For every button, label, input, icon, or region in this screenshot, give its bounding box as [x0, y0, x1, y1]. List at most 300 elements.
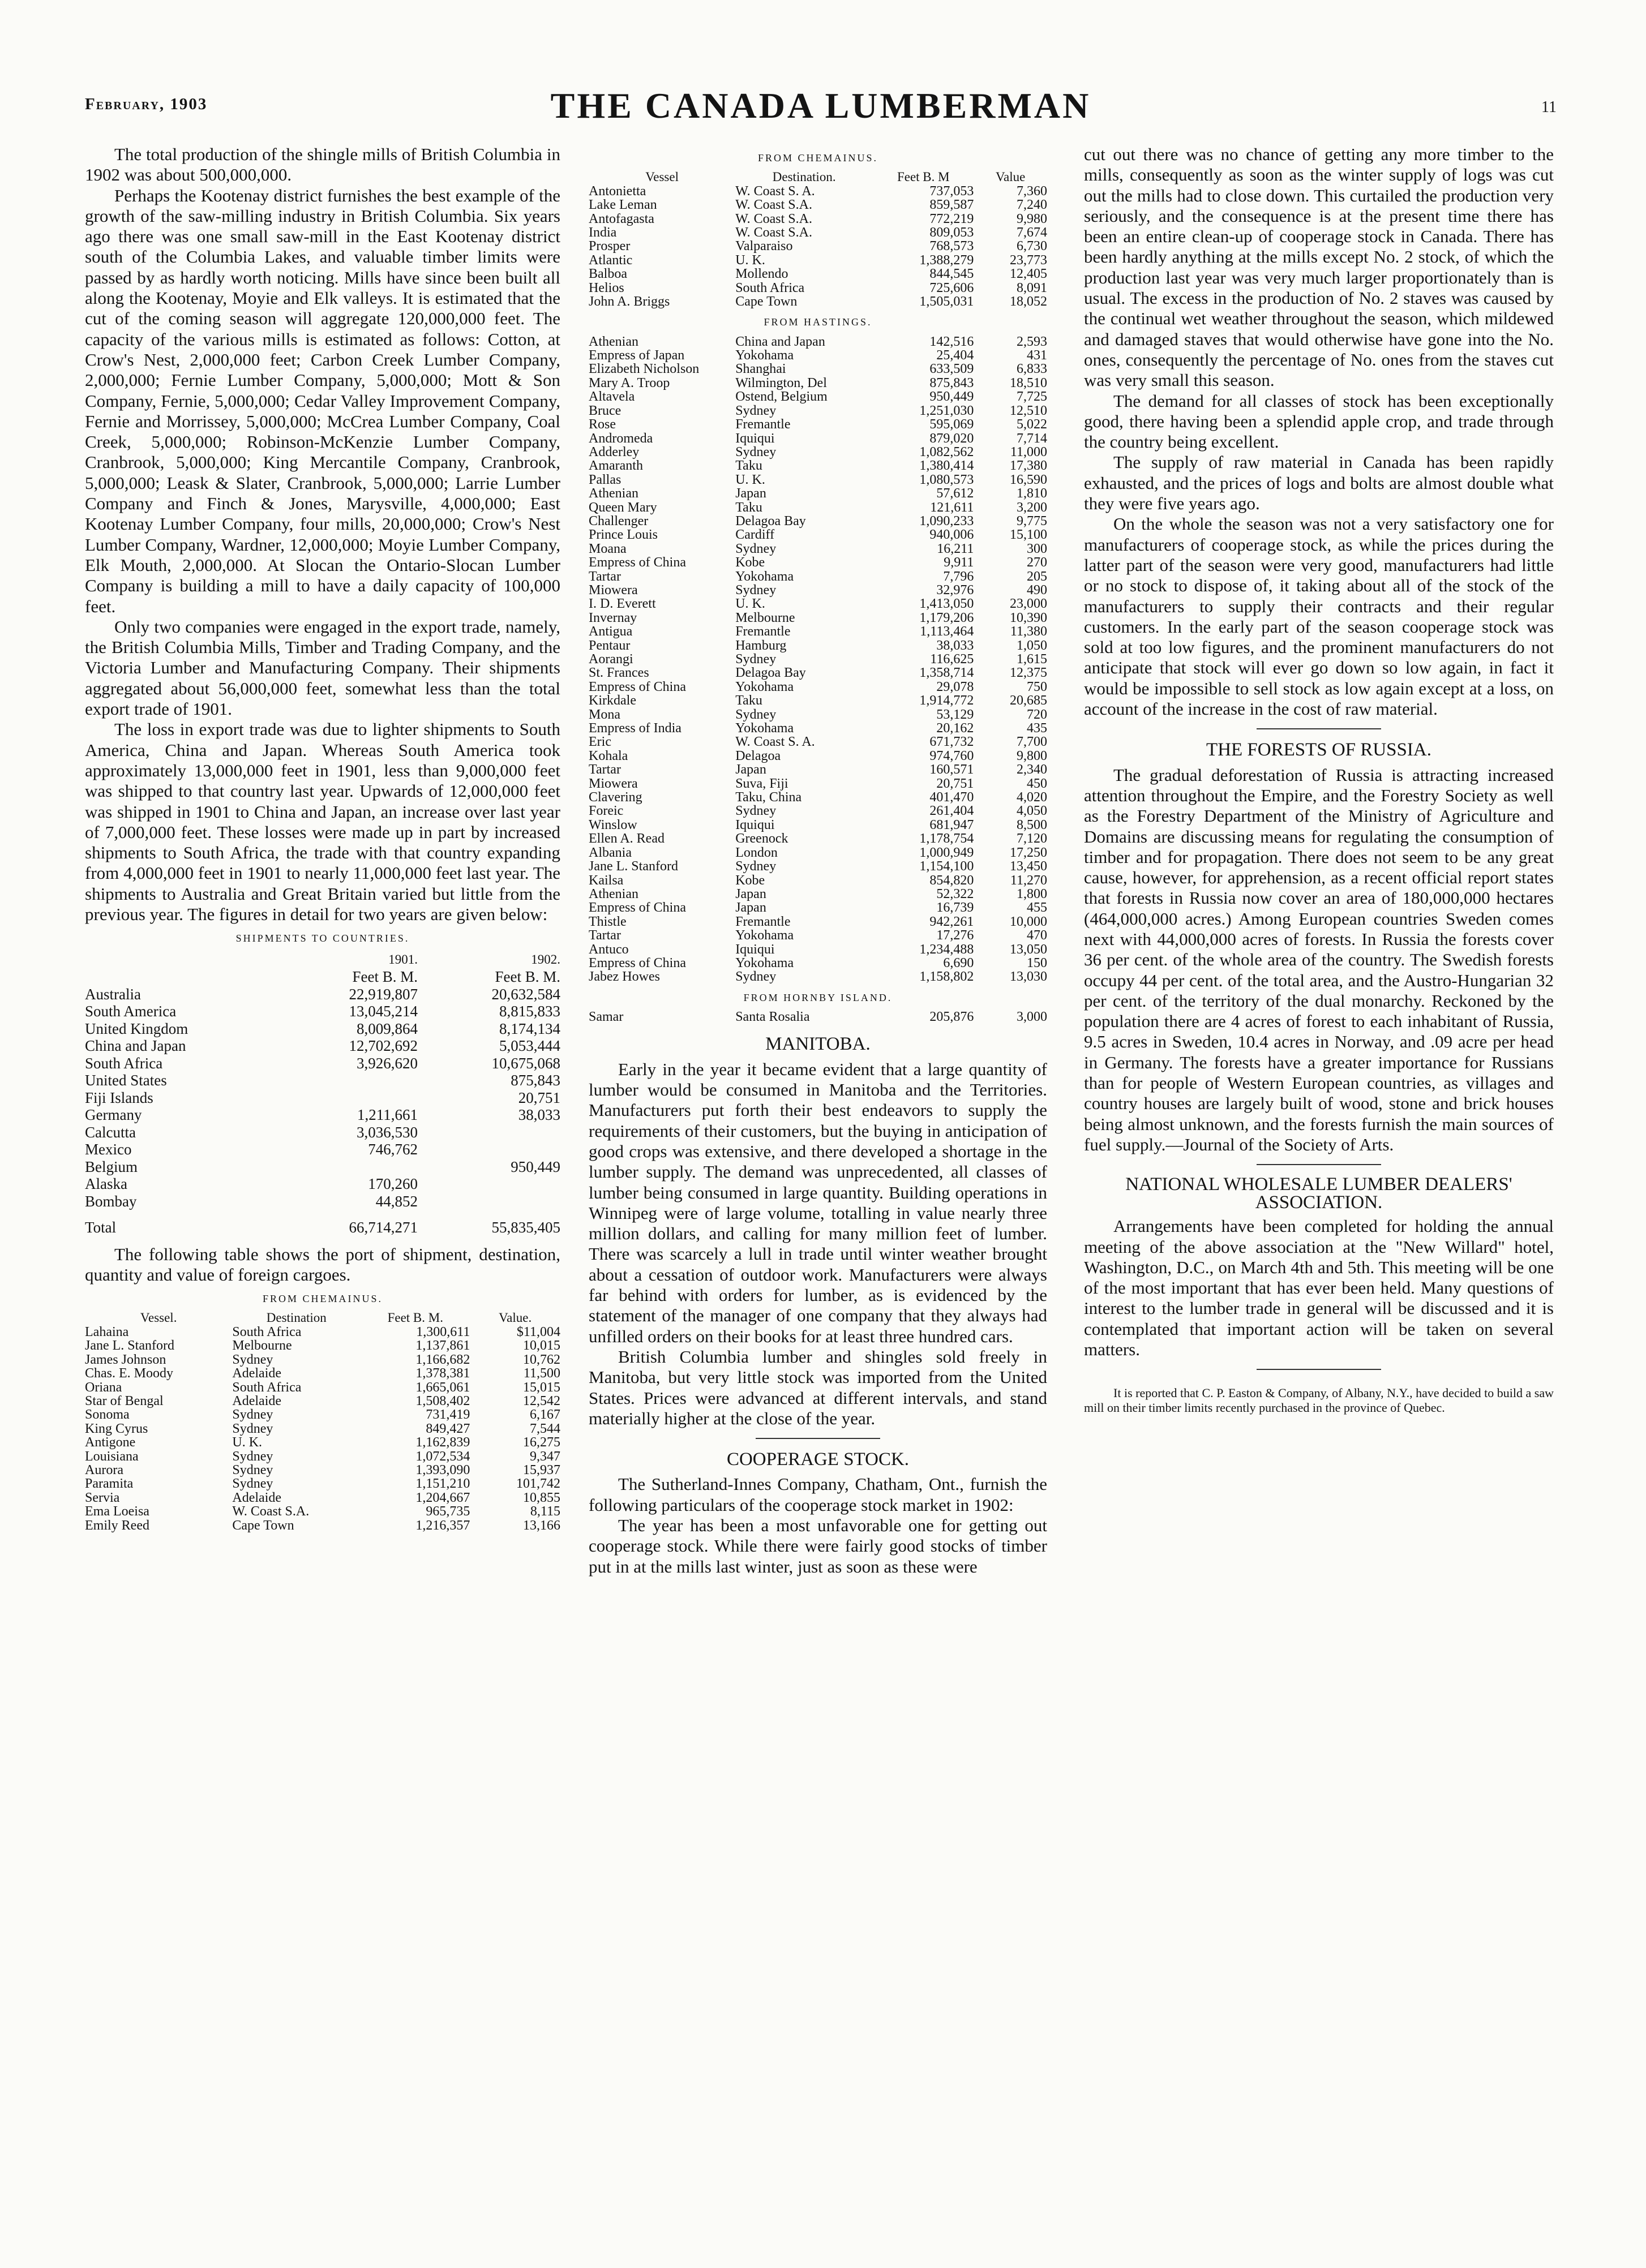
- table-cell: 725,606: [929, 280, 974, 295]
- table-cell: Foreic: [589, 804, 624, 819]
- table-cell: 16,590: [1010, 472, 1047, 487]
- table-row: [589, 226, 1047, 239]
- table-cell: Fremantle: [735, 624, 791, 639]
- table-cell: Tartar: [589, 569, 621, 584]
- table-cell: I. D. Everett: [589, 596, 656, 612]
- table-row: [589, 625, 1047, 638]
- table-cell: Sydney: [735, 403, 777, 418]
- table-cell: Jane L. Stanford: [85, 1338, 174, 1354]
- table-cell: 9,800: [1017, 748, 1047, 763]
- table-cell: King Cyrus: [85, 1421, 148, 1436]
- table-cell: St. Frances: [589, 665, 649, 681]
- table-row: [589, 777, 1047, 791]
- table-row: [589, 528, 1047, 542]
- table-cell: 3,000: [1017, 1010, 1047, 1025]
- table-cell: 5,022: [1017, 417, 1047, 432]
- table-cell: 20,162: [936, 721, 974, 736]
- cargo-table-hornby: [589, 1010, 1047, 1024]
- table-row: [589, 804, 1047, 818]
- table-cell: 8,091: [1017, 280, 1047, 295]
- table-row: [85, 1367, 560, 1380]
- table-cell: 844,545: [929, 267, 974, 282]
- table-row: [589, 694, 1047, 707]
- table-row: [589, 763, 1047, 776]
- table-cell: 101,742: [516, 1476, 560, 1492]
- table-header-cell: Vessel.: [140, 1311, 177, 1325]
- table-cell: 1,158,802: [919, 969, 974, 985]
- table-cell: Japan: [735, 762, 766, 778]
- table-row: [589, 295, 1047, 308]
- table-row: [589, 239, 1047, 253]
- table-cell: Cardiff: [735, 527, 775, 543]
- table-cell: Sydney: [232, 1407, 273, 1423]
- table-cell: 8,115: [530, 1504, 560, 1519]
- table-row: [589, 901, 1047, 914]
- table-row: [85, 1463, 560, 1477]
- table-cell: Sydney: [735, 707, 777, 722]
- table-cell: 300: [1027, 541, 1047, 556]
- table-header-cell: Destination.: [772, 170, 836, 184]
- table-cell: 750: [1027, 679, 1047, 694]
- table-cell: Sydney: [735, 582, 777, 598]
- table-caption: SHIPMENTS TO COUNTRIES.: [235, 933, 410, 944]
- table-cell: Miowera: [589, 582, 638, 598]
- table-cell: Thistle: [589, 914, 627, 929]
- table-cell: 13,450: [1010, 859, 1047, 874]
- table-cell: Mexico: [85, 1141, 132, 1158]
- table-cell: 20,632,584: [491, 985, 560, 1003]
- table-cell: [418, 1175, 560, 1193]
- table-row: [85, 1124, 560, 1141]
- table-row: [589, 735, 1047, 749]
- table-cell: 435: [1027, 721, 1047, 736]
- table-row: [589, 212, 1047, 226]
- table-row: [589, 639, 1047, 652]
- table-row: [589, 721, 1047, 735]
- table-cell: 1,216,357: [415, 1518, 470, 1533]
- table-cell: Tartar: [589, 928, 621, 943]
- table-cell: Delagoa Bay: [735, 665, 806, 681]
- table-cell: United Kingdom: [85, 1020, 188, 1037]
- table-header-row: [589, 170, 1047, 184]
- table-cell: Mona: [589, 707, 620, 722]
- table-cell: Yokohama: [735, 569, 794, 584]
- table-row: [589, 542, 1047, 556]
- table-row: [589, 818, 1047, 832]
- table-row: [589, 376, 1047, 390]
- table-cell: Belgium: [85, 1158, 138, 1175]
- table-cell: 4,020: [1017, 790, 1047, 805]
- paragraph: Arrangements have been completed for holding the annual meeting of the above association at the "New Willard" hotel, Washington, D.C., on March 4th and 5th. This meeting will be one of the most important that has ever been held. Many questions of interest to the lumber trade in general will be discussed and it is contemplated that important action will be taken on several matters.: [1084, 1216, 1554, 1360]
- table-cell: 6,833: [1017, 362, 1047, 377]
- table-row: [589, 281, 1047, 295]
- table-row: [589, 708, 1047, 721]
- table-cell: Australia: [85, 985, 141, 1003]
- table-row: [589, 254, 1047, 267]
- table-cell: 431: [1027, 348, 1047, 363]
- table-cell: 4,050: [1017, 804, 1047, 819]
- table-row: [589, 198, 1047, 212]
- table-cell: Antofagasta: [589, 211, 654, 226]
- table-cell: Ostend, Belgium: [735, 389, 828, 405]
- table-cell: Japan: [735, 900, 766, 916]
- table-cell: 1,162,839: [415, 1435, 470, 1450]
- table-row: [589, 832, 1047, 845]
- table-cell: 1,380,414: [919, 458, 974, 474]
- table-cell: 261,404: [929, 804, 974, 819]
- table-cell: 859,587: [929, 197, 974, 213]
- table-cell: Eric: [589, 734, 611, 750]
- table-row: [589, 597, 1047, 611]
- table-cell: 671,732: [929, 734, 974, 750]
- table-cell: 142,516: [929, 334, 974, 349]
- table-cell: Chas. E. Moody: [85, 1366, 173, 1381]
- table-row: [85, 1072, 560, 1089]
- table-cell: 768,573: [929, 239, 974, 254]
- table-caption: FROM CHEMAINUS.: [757, 152, 878, 164]
- section-heading-manitoba: MANITOBA.: [765, 1034, 871, 1055]
- table-cell: 1,151,210: [415, 1476, 470, 1492]
- table-cell: Balboa: [589, 267, 627, 282]
- table-row: [85, 986, 560, 1003]
- table-cell: 7,240: [1017, 197, 1047, 213]
- table-header-row: [85, 968, 560, 986]
- table-cell: Japan: [735, 886, 766, 901]
- table-caption: FROM CHEMAINUS.: [262, 1293, 383, 1305]
- table-cell: 1,393,090: [415, 1462, 470, 1477]
- table-cell: Taku: [735, 500, 762, 515]
- table-cell: Antigone: [85, 1435, 136, 1450]
- table-cell: Sydney: [232, 1352, 273, 1367]
- table-row: [589, 473, 1047, 487]
- table-row: [589, 929, 1047, 942]
- table-cell: Antigua: [589, 624, 633, 639]
- table-cell: 3,926,620: [357, 1054, 418, 1072]
- table-cell: Feet B. M.: [495, 968, 560, 986]
- masthead-title: THE CANADA LUMBERMAN: [550, 85, 1091, 126]
- table-cell: 17,380: [1010, 458, 1047, 474]
- table-row: [85, 1158, 560, 1176]
- table-cell: Yokohama: [735, 721, 794, 736]
- table-cell: 7,544: [530, 1421, 560, 1436]
- table-cell: 731,419: [426, 1407, 470, 1423]
- table-cell: South Africa: [232, 1324, 302, 1339]
- table-cell: W. Coast S. A.: [735, 734, 815, 750]
- table-row: [589, 874, 1047, 887]
- table-row: [85, 1505, 560, 1518]
- table-row: [589, 570, 1047, 583]
- table-row: [589, 267, 1047, 281]
- shipments-table: [85, 951, 560, 1236]
- table-row: [589, 1010, 1047, 1024]
- table-cell: Albania: [589, 845, 632, 860]
- table-header-cell: Value.: [499, 1311, 532, 1325]
- table-cell: 1,234,488: [919, 942, 974, 957]
- table-cell: 15,100: [1010, 527, 1047, 543]
- table-cell: 116,625: [930, 652, 974, 667]
- table-cell: 9,347: [530, 1449, 560, 1464]
- table-cell: Altavela: [589, 389, 635, 405]
- table-cell: Feet B. M.: [352, 968, 418, 986]
- table-cell: Taku: [735, 693, 762, 708]
- table-cell: 772,219: [929, 211, 974, 226]
- table-cell: Japan: [735, 486, 766, 501]
- table-cell: 1,137,861: [415, 1338, 470, 1354]
- table-row: [589, 791, 1047, 804]
- table-cell: Suva, Fiji: [735, 776, 788, 791]
- table-cell: 38,033: [936, 638, 974, 653]
- table-cell: Fiji Islands: [85, 1089, 153, 1106]
- table-row: [85, 1089, 560, 1107]
- table-cell: [275, 1089, 418, 1107]
- table-header-row: [85, 951, 560, 969]
- table-row: [85, 1037, 560, 1055]
- table-cell: Melbourne: [232, 1338, 292, 1354]
- table-cell: 13,050: [1010, 942, 1047, 957]
- table-cell: London: [735, 845, 778, 860]
- table-row: [85, 1193, 560, 1210]
- table-header-cell: Feet B. M: [897, 170, 950, 184]
- table-cell: U. K.: [735, 472, 765, 487]
- table-cell: Amaranth: [589, 458, 643, 474]
- table-row: [589, 652, 1047, 666]
- table-cell: South Africa: [85, 1054, 163, 1072]
- table-cell: United States: [85, 1072, 167, 1089]
- section-heading-cooperage: COOPERAGE STOCK.: [726, 1449, 910, 1470]
- table-row: [589, 680, 1047, 694]
- table-row: [589, 556, 1047, 569]
- table-cell: 1,178,754: [919, 831, 974, 847]
- table-cell: India: [589, 225, 617, 240]
- table-cell: 121,611: [930, 500, 974, 515]
- table-cell: Bruce: [589, 403, 621, 418]
- table-cell: Star of Bengal: [85, 1393, 164, 1408]
- table-cell: Sydney: [232, 1462, 273, 1477]
- table-cell: 1,090,233: [919, 513, 974, 529]
- table-cell: 6,690: [943, 955, 974, 970]
- table-cell: Helios: [589, 280, 624, 295]
- table-cell: 633,509: [929, 362, 974, 377]
- table-cell: 11,380: [1010, 624, 1047, 639]
- table-cell: 490: [1027, 582, 1047, 598]
- news-note: It is reported that C. P. Easton & Company, of Albany, N.Y., have decided to build a saw mill on their timber limits recently purchased in the province of Quebec.: [1084, 1386, 1554, 1415]
- table-row: [589, 611, 1047, 625]
- table-cell: Alaska: [85, 1175, 127, 1193]
- table-cell: South Africa: [232, 1380, 302, 1395]
- table-cell: Empress of China: [589, 900, 686, 916]
- table-cell: Yokohama: [735, 955, 794, 970]
- table-cell: 17,276: [936, 928, 974, 943]
- table-cell: 16,211: [937, 541, 974, 556]
- table-cell: 205: [1027, 569, 1047, 584]
- table-cell: Taku: [735, 458, 762, 474]
- table-cell: 1,378,381: [415, 1366, 470, 1381]
- table-cell: 746,762: [368, 1141, 418, 1158]
- table-cell: 681,947: [929, 817, 974, 832]
- table-row: [589, 390, 1047, 403]
- table-row: [85, 1353, 560, 1367]
- table-row: [85, 1491, 560, 1505]
- table-cell: Queen Mary: [589, 500, 657, 515]
- table-cell: 1,179,206: [919, 610, 974, 625]
- table-cell: 1,072,534: [415, 1449, 470, 1464]
- table-cell: Valparaiso: [735, 239, 793, 254]
- table-cell: 1,080,573: [919, 472, 974, 487]
- table-cell: 1,505,031: [919, 294, 974, 309]
- table-cell: Fremantle: [735, 417, 791, 432]
- table-cell: Athenian: [589, 486, 638, 501]
- table-cell: Cape Town: [735, 294, 798, 309]
- table-cell: 1,000,949: [919, 845, 974, 860]
- paragraph: Early in the year it became evident that a large quantity of lumber would be consumed in Manitoba and the Territories. Manufacturers put forth their best endeavors to supply the requirements of their customers, but the buying in anticipation of good crops was extensive, and there developed a shortage in the lumber supply. The demand was unprecedented, all classes of lumber being consumed in large quantity. Building operations in Winnipeg were of large volume, totalling in value nearly three million dollars, and calling for many million feet of lumber. There was scarcely a lull in trade until winter weather brought about a cessation of outdoor work. Manufacturers were always far behind with orders for lumber, as is evidenced by the statement of the manager of one company that they always had unfilled orders on their books for at least three hundred cars.: [589, 1059, 1047, 1346]
- table-row: [85, 1519, 560, 1532]
- table-cell: Delagoa Bay: [735, 513, 806, 529]
- table-cell: 595,069: [929, 417, 974, 432]
- table-cell: 1,665,061: [415, 1380, 470, 1395]
- table-cell: Sydney: [232, 1421, 273, 1436]
- table-row: [589, 666, 1047, 680]
- paragraph: The loss in export trade was due to lighter shipments to South America, China and Japan. Whereas South America took approximately 13,000,000 feet in 1901, less than 9,000,000 feet was shipped to that country last year. Upwards of 12,000,000 feet was shipped in 1901 to China and Japan, an increase over last year of 7,000,000 feet. These losses were made up in part by increased shipments to South Africa, the trade with that country expanding from 4,000,000 feet in 1901 to nearly 11,000,000 feet last year. The shipments to Australia and Great Britain varied but little from the previous year. The figures in detail for two years are given below:: [85, 719, 560, 924]
- table-total-row: [85, 1210, 560, 1236]
- table-cell: Sonoma: [85, 1407, 130, 1423]
- table-row: [589, 970, 1047, 983]
- table-cell: 10,675,068: [491, 1054, 560, 1072]
- table-cell: Servia: [85, 1490, 120, 1505]
- table-cell: 1,251,030: [919, 403, 974, 418]
- table-cell: Mollendo: [735, 267, 788, 282]
- table-cell: Empress of China: [589, 955, 686, 970]
- table-header-cell: Value: [996, 170, 1026, 184]
- table-cell: Santa Rosalia: [735, 1010, 810, 1025]
- table-row: [85, 1339, 560, 1352]
- table-cell: 950,449: [511, 1158, 560, 1175]
- table-cell: 52,322: [936, 886, 974, 901]
- table-cell: 53,129: [936, 707, 974, 722]
- table-cell: Kobe: [735, 555, 765, 570]
- table-row: [589, 432, 1047, 445]
- table-cell: 15,015: [523, 1380, 560, 1395]
- table-cell: Kobe: [735, 873, 765, 888]
- table-row: [589, 445, 1047, 459]
- paragraph: Perhaps the Kootenay district furnishes the best example of the growth of the saw-milling industry in British Columbia. Six years ago there was one small saw-mill in the East Kootenay district south of the Columbia Lakes, and valuable timber limits were passed by as hardly worth noticing. Mills have since been built all along the Kootenay, Moyie and Elk valleys. It is estimated that the cut of the coming season will aggregate 120,000,000 feet. The capacity of the various mills is estimated as follows: Cotton, at Crow's Nest, 2,000,000 feet; Carbon Creek Lumber Company, 2,000,000; Fernie Lumber Company, 5,000,000; Mott & Son Company, Fernie, 5,000,000; Cedar Valley Improvement Company, Fernie and Morrissey, 5,000,000; McCrea Lumber Company, Coal Creek, 5,000,000; Robinson-McKenzie Lumber Company, Cranbrook, 5,000,000; King Mercantile Company, Cranbrook, 5,000,000; Leask & Slater, Cranbrook, 5,000,000; Larrie Lumber Company and Finch & Jones, Marysville, 4,000,000; East Kootenay Lumber Company, four mills, 20,000,000; Crow's Nest Lumber Company, Wardner, 12,000,000; Moyie Lumber Company, Elk Mouth, 2,000,000. At Slocan the Ontario-Slocan Lumber Company is building a mill to have a daily capacity of 100,000 feet.: [85, 185, 560, 616]
- table-cell: 401,470: [929, 790, 974, 805]
- table-cell: 1901.: [388, 952, 418, 967]
- table-cell: W. Coast S. A.: [735, 183, 815, 199]
- table-cell: 55,835,405: [491, 1219, 560, 1236]
- table-cell: 2,340: [1017, 762, 1047, 778]
- table-header-cell: Feet B. M.: [387, 1311, 443, 1325]
- table-cell: Clavering: [589, 790, 642, 805]
- table-cell: 1,508,402: [415, 1393, 470, 1408]
- paragraph: The supply of raw material in Canada has been rapidly exhausted, and the prices of logs and bolts are almost double what they were five years ago.: [1084, 452, 1554, 514]
- table-header-cell: Vessel: [645, 170, 679, 184]
- table-cell: 7,674: [1017, 225, 1047, 240]
- table-cell: Mary A. Troop: [589, 375, 670, 390]
- divider: [1257, 1164, 1381, 1165]
- table-cell: 38,033: [518, 1106, 560, 1124]
- table-row: [589, 404, 1047, 418]
- table-cell: Aurora: [85, 1462, 123, 1477]
- table-cell: Atlantic: [589, 252, 633, 268]
- table-cell: James Johnson: [85, 1352, 166, 1367]
- table-cell: 10,000: [1010, 914, 1047, 929]
- table-row: [589, 846, 1047, 860]
- table-cell: 1,615: [1017, 652, 1047, 667]
- paragraph: The year has been a most unfavorable one for getting out cooperage stock. While there were fairly good stocks of timber put in at the mills last winter, just as soon as these were: [589, 1515, 1047, 1577]
- table-row: [589, 583, 1047, 597]
- table-cell: Invernay: [589, 610, 637, 625]
- table-row: [589, 335, 1047, 349]
- table-cell: 1,113,464: [920, 624, 974, 639]
- table-cell: 205,876: [929, 1010, 974, 1025]
- table-cell: 1902.: [531, 952, 560, 967]
- table-cell: Antonietta: [589, 183, 646, 199]
- table-cell: 7,725: [1017, 389, 1047, 405]
- table-cell: 270: [1027, 555, 1047, 570]
- table-cell: Hamburg: [735, 638, 787, 653]
- table-cell: Rose: [589, 417, 616, 432]
- table-cell: 1,050: [1017, 638, 1047, 653]
- table-row: [85, 1381, 560, 1394]
- table-cell: Pentaur: [589, 638, 631, 653]
- paragraph: On the whole the season was not a very satisfactory one for manufacturers of cooperage stock, as while the prices during the latter part of the season were very good, manufacturers had little or no stock to dispose of, it taking about all of the stock of the manufacturers to supply their contracts and their regular customers. In the early part of the season cooperage stock was sold at too low figures, and the prominent manufacturers do not anticipate that stock will ever go down so low again, in fact it would be impossible to sell stock as low again except at a loss, on account of the increase in the cost of raw material.: [1084, 514, 1554, 719]
- table-cell: 11,500: [523, 1366, 560, 1381]
- table-cell: Tartar: [589, 762, 621, 778]
- table-cell: 2,593: [1017, 334, 1047, 349]
- table-cell: South Africa: [735, 280, 805, 295]
- table-cell: Louisiana: [85, 1449, 139, 1464]
- table-cell: Sydney: [735, 969, 777, 985]
- table-cell: Adelaide: [232, 1366, 282, 1381]
- table-cell: Iquiqui: [735, 431, 775, 446]
- table-cell: Pallas: [589, 472, 621, 487]
- table-row: [589, 418, 1047, 431]
- table-cell: 875,843: [511, 1072, 560, 1089]
- table-cell: 720: [1027, 707, 1047, 722]
- table-cell: U. K.: [232, 1435, 263, 1450]
- table-cell: 470: [1027, 928, 1047, 943]
- cargo-table-chemainus-2: [589, 170, 1047, 308]
- table-row: [589, 956, 1047, 970]
- table-cell: Yokohama: [735, 928, 794, 943]
- table-cell: 1,082,562: [919, 444, 974, 459]
- table-cell: 1,300,611: [416, 1324, 470, 1339]
- table-cell: Kohala: [589, 748, 628, 763]
- table-row: [85, 1477, 560, 1490]
- table-cell: South America: [85, 1003, 177, 1020]
- table-cell: 737,053: [929, 183, 974, 199]
- table-cell: Andromeda: [589, 431, 653, 446]
- table-caption: FROM HASTINGS.: [764, 316, 872, 328]
- table-cell: 7,796: [943, 569, 974, 584]
- page-number: 11: [1541, 98, 1557, 116]
- table-cell: 13,045,214: [349, 1003, 418, 1020]
- table-cell: 8,174,134: [499, 1020, 560, 1037]
- table-cell: 10,015: [523, 1338, 560, 1354]
- column-1: [85, 144, 560, 1532]
- table-cell: 32,976: [936, 582, 974, 598]
- table-cell: 29,078: [936, 679, 974, 694]
- table-cell: W. Coast S.A.: [735, 211, 812, 226]
- table-row: [589, 887, 1047, 901]
- table-row: [85, 1003, 560, 1020]
- table-cell: 11,270: [1010, 873, 1047, 888]
- table-row: [85, 1408, 560, 1421]
- table-row: [85, 1141, 560, 1158]
- table-cell: 1,211,661: [357, 1106, 418, 1124]
- table-cell: 9,980: [1017, 211, 1047, 226]
- table-cell: 7,714: [1017, 431, 1047, 446]
